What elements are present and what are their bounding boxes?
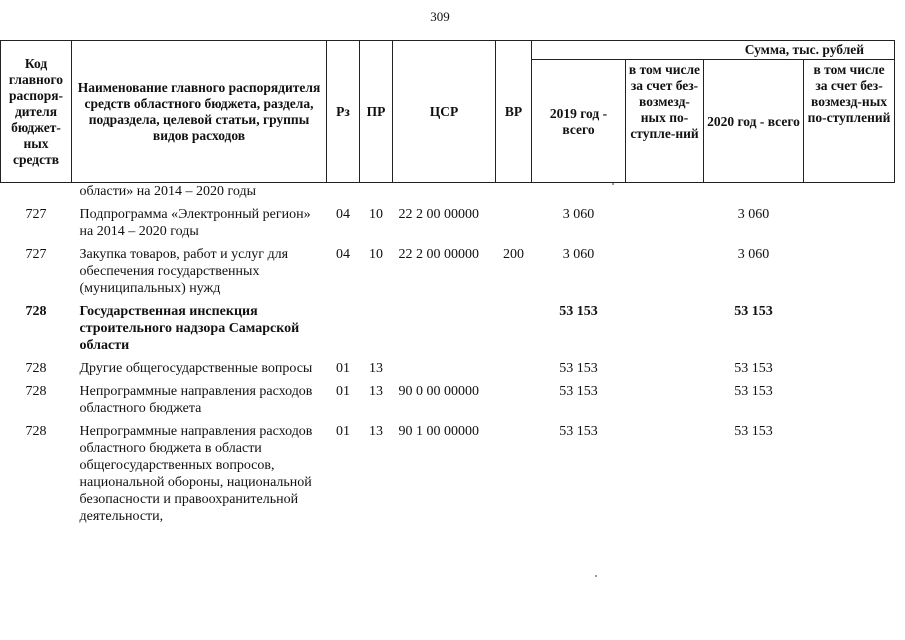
cell-name: Непрограммные направления расходов областного бюджета	[79, 384, 313, 416]
header-name: Наименование главного распорядителя средств областного бюджета, раздела, подраздела, целевой статьи, группы видов расходов	[72, 41, 327, 183]
cell-vr	[496, 358, 532, 381]
cell-2020-total: 53 153	[734, 424, 773, 439]
cell-2020-free	[804, 381, 895, 421]
header-sum: Сумма, тыс. рублей	[532, 41, 895, 60]
cell-rz: 01	[336, 424, 350, 439]
table-row	[1, 301, 895, 358]
cell-name: Другие общегосударственные вопросы	[79, 361, 313, 376]
cell-2019-free	[626, 358, 704, 381]
cell-2019-free	[626, 301, 704, 358]
cell-2019-free	[626, 421, 704, 529]
cell-pr: 13	[369, 361, 383, 376]
cell-pr: 13	[369, 424, 383, 439]
continuation-text: области» на 2014 – 2020 годы	[79, 184, 257, 199]
cell-name: Подпрограмма «Электронный регион» на 2014 – 2020 годы	[79, 207, 311, 239]
header-2019-free: в том числе за счет без-возмезд-ных по-ступле-ний	[626, 60, 704, 183]
scan-speck	[612, 183, 614, 185]
table-row	[1, 381, 895, 421]
cell-2020-total: 3 060	[737, 207, 770, 222]
cell-rz: 04	[336, 207, 350, 222]
budget-table	[0, 40, 895, 529]
table-row	[1, 358, 895, 381]
continuation-row	[1, 183, 895, 205]
table-body	[1, 183, 895, 530]
cell-2020-free	[804, 421, 895, 529]
cell-2019-total: 53 153	[559, 424, 598, 439]
cell-2019-free	[626, 381, 704, 421]
cell-vr: 200	[503, 247, 524, 262]
cell-rz: 04	[336, 247, 350, 262]
table-row	[1, 421, 895, 529]
cell-pr: 13	[369, 384, 383, 399]
cell-pr: 10	[369, 247, 383, 262]
cell-code: 728	[25, 424, 47, 439]
cell-rz	[327, 301, 360, 358]
table-header	[1, 41, 895, 183]
cell-2019-total: 53 153	[559, 361, 598, 376]
cell-pr: 10	[369, 207, 383, 222]
cell-2019-free	[626, 204, 704, 244]
header-csr: ЦСР	[393, 41, 496, 183]
header-2020-free: в том числе за счет без-возмезд-ных по-ступлений	[804, 60, 895, 183]
cell-2020-free	[804, 358, 895, 381]
cell-2020-total: 3 060	[737, 247, 770, 262]
cell-csr: 22 2 00 00000	[398, 207, 479, 222]
header-pr: ПР	[360, 41, 393, 183]
cell-2020-free	[804, 301, 895, 358]
cell-rz: 01	[336, 361, 350, 376]
header-2019-total: 2019 год - всего	[532, 60, 626, 183]
cell-code: 728	[25, 304, 47, 319]
cell-vr	[496, 301, 532, 358]
cell-2020-total: 53 153	[734, 361, 773, 376]
cell-code: 727	[25, 247, 47, 262]
header-rz: Рз	[327, 41, 360, 183]
cell-pr	[360, 301, 393, 358]
cell-2019-total: 53 153	[559, 384, 598, 399]
cell-csr	[393, 301, 496, 358]
cell-2019-total: 53 153	[559, 304, 598, 319]
cell-2020-free	[804, 204, 895, 244]
cell-2020-free	[804, 244, 895, 301]
cell-2019-total: 3 060	[562, 247, 595, 262]
cell-vr	[496, 204, 532, 244]
header-code: Код главного распоря-дителя бюджет-ных средств	[1, 41, 72, 183]
cell-csr: 22 2 00 00000	[398, 247, 479, 262]
budget-table-wrap	[0, 40, 894, 529]
cell-vr	[496, 381, 532, 421]
cell-vr	[496, 421, 532, 529]
header-vr: ВР	[496, 41, 532, 183]
cell-2020-total: 53 153	[734, 304, 773, 319]
cell-2019-free	[626, 244, 704, 301]
cell-name: Закупка товаров, работ и услуг для обеспечения государственных (муниципальных) нужд	[79, 247, 289, 296]
cell-csr: 90 0 00 00000	[398, 384, 479, 399]
cell-code: 727	[25, 207, 47, 222]
cell-name: Государственная инспекция строительного надзора Самарской области	[79, 304, 300, 353]
page-number: 309	[430, 9, 450, 24]
cell-rz: 01	[336, 384, 350, 399]
cell-2020-total: 53 153	[734, 384, 773, 399]
scan-speck	[595, 575, 597, 577]
cell-code: 728	[25, 361, 47, 376]
header-2020-total: 2020 год - всего	[704, 60, 804, 183]
cell-code: 728	[25, 384, 47, 399]
table-row	[1, 204, 895, 244]
table-row	[1, 244, 895, 301]
cell-name: Непрограммные направления расходов областного бюджета в области общегосударственных вопросов, национальной обороны, национальной безопасности и правоохранительной деятельности,	[79, 424, 313, 524]
cell-2019-total: 3 060	[562, 207, 595, 222]
cell-csr: 90 1 00 00000	[398, 424, 479, 439]
cell-csr	[393, 358, 496, 381]
